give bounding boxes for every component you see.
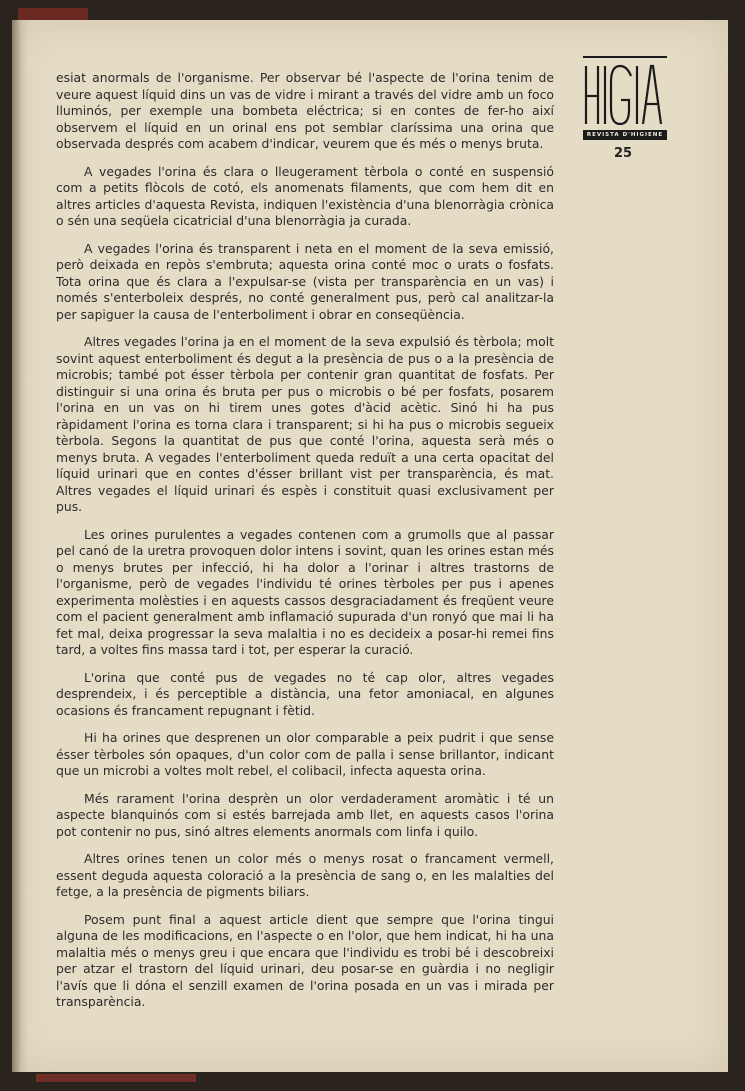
paragraph: Hi ha orines que desprenen un olor comparable a peix pudrit i que sense ésser tèrboles són opaques, d'un color com de palla i sense brillantor, indicant que un microbi a voltes molt rebel, el colibacil, infecta aquesta orina.	[56, 730, 554, 778]
logo-subtitle: REVISTA D'HIGIENE	[583, 130, 667, 140]
paragraph: Altres vegades l'orina ja en el moment de la seva expulsió és tèrbola; molt sovint aquest enterboliment és degut a la presència de pus o a la presència de microbis; també pot ésser tèrbola per contenir gran quantitat de fosfats. Per distinguir si una orina és bruta per pus o microbis o bé per fosfats, posarem l'orina en un vas on hi tirem unes gotes d'àcid acètic. Sinó hi ha pus ràpidament l'orina es torna clara i transparent; si hi ha pus o microbis segueix tèrbola. Segons la quantitat de pus que conté l'orina, aquesta serà més o menys bruta. A vegades l'enterboliment queda reduït a una certa opacitat del líquid urinari que en contes d'ésser brillant vist per transparència, és mat. Altres vegades el líquid urinari és espès i constituit quasi exclusivament per pus.	[56, 334, 554, 514]
paragraph: Les orines purulentes a vegades contenen com a grumolls que al passar pel canó de la uretra provoquen dolor intens i sovint, quan les orines estan més o menys brutes per infecció, hi ha dolor a l'orinar i altres trastorns de l'organisme, però de vegades l'individu té orines tèrboles per pus i apenes experimenta molèsties i en aquests cassos desgraciadament és freqüent veure com el pacient generalment amb inflamació supurada d'un ronyó que mai li ha fet mal, deixa progressar la seva malaltia i no es decideix a posar-hi remei fins tard, a voltes fins massa tard i tot, per esperar la curació.	[56, 526, 554, 657]
paragraph: Més rarament l'orina desprèn un olor verdaderament aromàtic i té un aspecte blanquinós com si estés barrejada amb llet, en aquests casos l'orina pot contenir no pus, sinó altres elements anormals com linfa i quilo.	[56, 790, 554, 839]
paragraph: Posem punt final a aquest article dient que sempre que l'orina tingui alguna de les modificacions, en l'aspecte o en l'olor, que hem indicat, hi ha una malaltia més o menys greu i que encara que l'individu es trobi bé i descobreixi per atzar el trastorn del líquid urinari, deu posar-se en guàrdia i no negligir l'avís que li dóna el senzill examen de l'orina posada en un vas i mirada per transparència.	[56, 911, 554, 1009]
paragraph: A vegades l'orina és transparent i neta en el moment de la seva emissió, però deixada en repòs s'embruta; aquesta orina conté moc o urats o fosfats. Tota orina que és clara a l'expulsar-se (vista per transparència en un vas) i només s'enterboleix després, no conté generalment pus, però cal analitzar-la per sapiguer la causa de l'enterboliment i obrar en conseqüència.	[56, 240, 554, 322]
article-body	[56, 70, 554, 1022]
paragraph: Altres orines tenen un color més o menys rosat o francament vermell, essent deguda aquesta coloració a la presència de sang o, en les malalties del fetge, a la presència de pigments biliars.	[56, 851, 554, 899]
paragraph: L'orina que conté pus de vegades no té cap olor, altres vegades desprendeix, i és perceptible a distància, una fetor amoniacal, en algunes ocasions és francament repugnant i fètid.	[56, 669, 554, 718]
logo-wordmark	[583, 56, 667, 130]
journal-logo	[583, 56, 669, 140]
page-gutter	[12, 20, 28, 1072]
paragraph: A vegades l'orina és clara o lleugerament tèrbola o conté en suspensió com a petits flòcols de cotó, els anomenats filaments, que com hem dit en altres articles d'aquesta Revista, indiquen l'existència d'una blenorràgia crònica o sén una seqüela cicatricial d'una blenorràgia ja curada.	[56, 163, 554, 228]
paragraph: esiat anormals de l'organisme. Per observar bé l'aspecte de l'orina tenim de veure aquest líquid dins un vas de vidre i mirant a través del vidre amb un foco lluminós, per exemple una bombeta eléctrica; si en contes de fer-ho així observem el líquid en un orinal ens pot semblar claríssima una orina que observada després com acabem d'indicar, veurem que és més o menys bruta.	[56, 70, 554, 151]
binding-strip-bottom	[36, 1074, 196, 1082]
page-number: 25	[614, 146, 633, 161]
higia-wordmark-icon	[583, 58, 667, 128]
